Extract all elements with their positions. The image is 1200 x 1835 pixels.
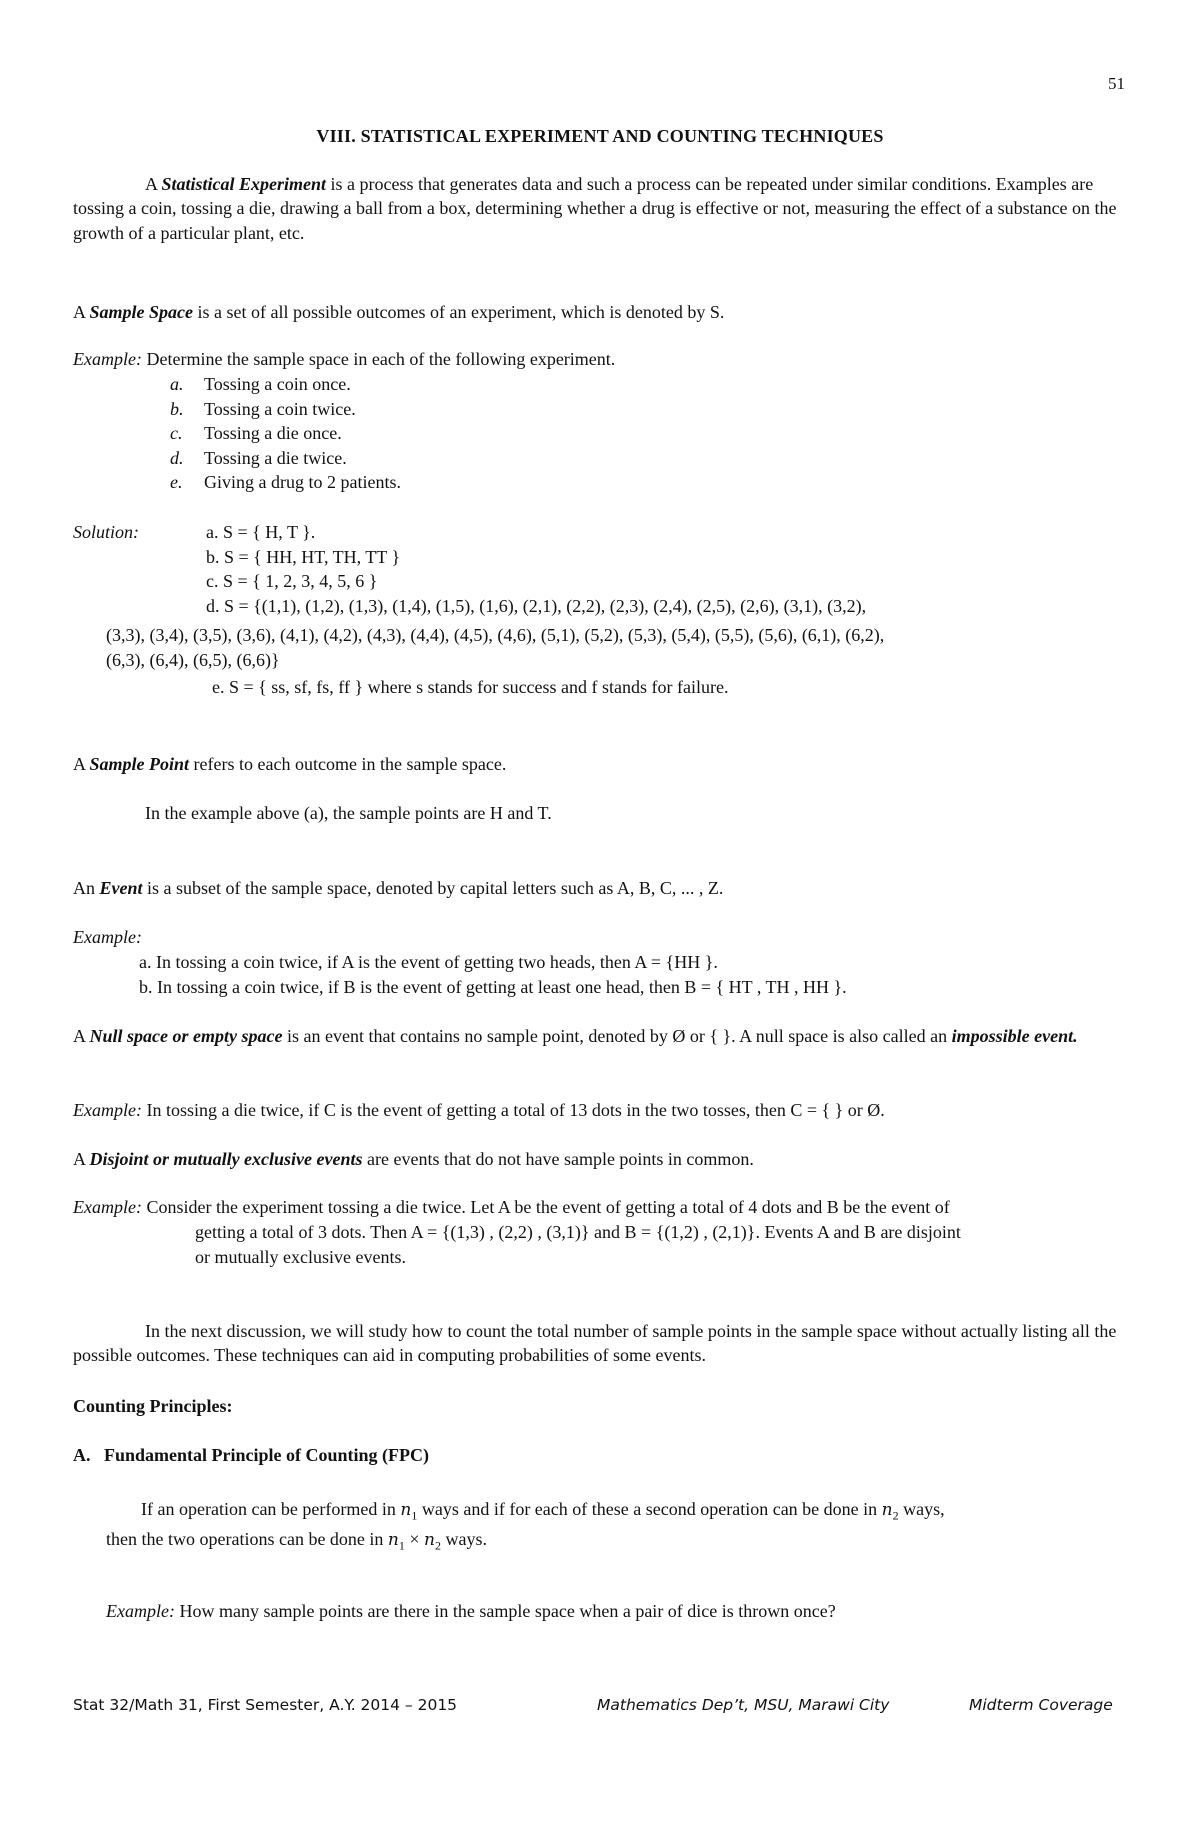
math-subscript: 2 [892, 1508, 899, 1523]
page-number: 51 [1108, 74, 1125, 93]
prefix-text: A [73, 1149, 90, 1169]
solution-d-line-1: d. S = {(1,1), (1,2), (1,3), (1,4), (1,5), (1,6), (2,1), (2,2), (2,3), (2,4), (2,5), (2,6), (3,1), (3,2), [206, 595, 867, 616]
example-text: Consider the experiment tossing a die twice. Let A be the event of getting a total of 4 dots and B be the event of [141, 1197, 950, 1217]
item-text: Tossing a coin twice. [204, 398, 356, 419]
math-n: n [400, 1500, 412, 1520]
disjoint-example-line-1 [73, 1195, 1133, 1219]
item-label: a. [170, 374, 184, 394]
event-example-a: a. In tossing a coin twice, if A is the event of getting two heads, then A = {HH }. [139, 952, 718, 972]
fpc-heading: A. Fundamental Principle of Counting (FPC) [73, 1445, 430, 1465]
example-text: Determine the sample space in each of the following experiment. [141, 349, 616, 369]
event-example-b: b. In tossing a coin twice, if B is the event of getting at least one head, then B = { HT , TH , HH }. [139, 977, 847, 997]
term-null-space: Null space or empty space [89, 1026, 283, 1046]
solution-d-line-3: (6,3), (6,4), (6,5), (6,6)} [106, 650, 280, 670]
fpc-text: ways. [440, 1529, 487, 1549]
event-example-label: Example: [73, 927, 142, 947]
sample-point-note: In the example above (a), the sample points are H and T. [145, 803, 552, 823]
term-impossible-event: impossible event. [951, 1026, 1078, 1046]
fpc-text: If an operation can be performed in [141, 1499, 401, 1519]
footer-department: Mathematics Dep’t, MSU, Marawi City [597, 1696, 890, 1714]
term-sample-point: Sample Point [89, 754, 190, 774]
math-subscript: 1 [411, 1508, 418, 1523]
disjoint-example-continued [195, 1220, 1135, 1270]
solution-d-line-2: (3,3), (3,4), (3,5), (3,6), (4,1), (4,2), (4,3), (4,4), (4,5), (4,6), (5,1), (5,2), (5,3), (5,4), (5,5), (5,6), (6,1), (6,2), [106, 625, 885, 645]
prefix-text: A [73, 754, 90, 774]
list-item [170, 446, 670, 471]
next-discussion-paragraph: In the next discussion, we will study how to count the total number of sample points in the sample space without actually listing all the possible outcomes. These techniques can aid in computing probabilities of some events. [73, 1321, 1117, 1366]
math-subscript: 2 [434, 1538, 441, 1553]
list-item [170, 372, 670, 397]
footer-course: Stat 32/Math 31, First Semester, A.Y. 2014 – 2015 [73, 1696, 458, 1714]
example-label: Example: [73, 1197, 142, 1217]
example-1-list [170, 372, 670, 495]
example-label: Example: [106, 1601, 175, 1621]
prefix-text: A [145, 174, 162, 194]
solution-b: b. S = { HH, HT, TH, TT } [206, 546, 401, 567]
math-n: n [387, 1530, 399, 1550]
definition-text: is a subset of the sample space, denoted by capital letters such as A, B, C, ... , Z. [142, 878, 724, 898]
list-item [170, 421, 670, 446]
prefix-text: A [73, 302, 90, 322]
solution-e-text: e. S = { ss, sf, fs, ff } where s stands for success and f stands for failure. [212, 677, 729, 697]
disjoint-example-line-2: getting a total of 3 dots. Then A = {(1,3) , (2,2) , (3,1)} and B = {(1,2) , (2,1)}. Events A and B are disjoint [195, 1222, 961, 1242]
item-text: Giving a drug to 2 patients. [204, 472, 401, 492]
fpc-statement-line-1 [141, 1497, 1141, 1524]
disjoint-example-line-3: or mutually exclusive events. [195, 1247, 406, 1267]
list-item [170, 397, 670, 422]
item-text: Tossing a die once. [204, 423, 342, 443]
fpc-example [106, 1599, 1106, 1623]
example-text: How many sample points are there in the sample space when a pair of dice is thrown once? [174, 1601, 836, 1621]
term-sample-space: Sample Space [89, 302, 194, 322]
term-disjoint: Disjoint or mutually exclusive events [89, 1149, 363, 1169]
math-subscript: 1 [398, 1538, 405, 1553]
term-statistical-experiment: Statistical Experiment [161, 174, 327, 194]
event-definition [73, 876, 1133, 900]
example-1-prompt [73, 347, 1133, 371]
prefix-text: An [73, 878, 100, 898]
solution-label: Solution: [73, 522, 139, 542]
solution-block [206, 520, 1146, 618]
item-label: e. [170, 472, 183, 492]
item-text: Tossing a coin once. [204, 374, 351, 394]
example-label: Example: [73, 349, 142, 369]
definition-text: is a set of all possible outcomes of an experiment, which is denoted by S. [193, 302, 725, 322]
definition-text: refers to each outcome in the sample space. [189, 754, 507, 774]
math-times: × [404, 1529, 425, 1549]
item-text: Tossing a die twice. [204, 447, 347, 468]
fpc-text: ways and if for each of these a second operation can be done in [417, 1499, 882, 1519]
solution-c: c. S = { 1, 2, 3, 4, 5, 6 } [206, 571, 378, 591]
solution-d-continued [106, 623, 1146, 673]
prefix-text: A [73, 1026, 90, 1046]
null-space-example [73, 1098, 1133, 1122]
section-title: VIII. STATISTICAL EXPERIMENT AND COUNTING TECHNIQUES [316, 126, 884, 146]
definition-text: is an event that contains no sample point, denoted by Ø or { }. A null space is also called an [282, 1026, 952, 1046]
solution-a: a. S = { H, T }. [206, 522, 316, 542]
item-label: c. [170, 423, 183, 443]
math-n: n [424, 1530, 435, 1550]
sample-point-definition [73, 752, 1133, 776]
statistical-experiment-definition [73, 172, 1133, 245]
example-text: In tossing a die twice, if C is the event of getting a total of 13 dots in the two tosses, then C = { } or Ø. [141, 1100, 885, 1120]
list-item [170, 470, 670, 495]
term-event: Event [99, 878, 143, 898]
disjoint-definition [73, 1147, 1133, 1171]
solution-e [212, 675, 1152, 700]
null-space-definition [73, 1024, 1133, 1048]
sample-space-definition [73, 300, 1133, 324]
definition-text: are events that do not have sample points in common. [362, 1149, 754, 1169]
fpc-statement-line-2 [106, 1527, 1106, 1554]
counting-principles-heading: Counting Principles: [73, 1396, 233, 1416]
fpc-text: then the two operations can be done in [106, 1529, 388, 1549]
item-label: b. [170, 398, 184, 419]
fpc-text: ways, [898, 1499, 945, 1519]
item-label: d. [170, 447, 184, 468]
definition-text: is a process that generates data and such a process can be repeated under similar conditions. Examples are tossing a coin, tossing a die, drawing a ball from a box, determining whether a drug is effective or not, measuring the effect of a substance on the growth of a particular plant, etc. [73, 174, 1117, 243]
example-label: Example: [73, 1100, 142, 1120]
math-n: n [881, 1500, 893, 1520]
footer-coverage: Midterm Coverage [969, 1696, 1113, 1714]
